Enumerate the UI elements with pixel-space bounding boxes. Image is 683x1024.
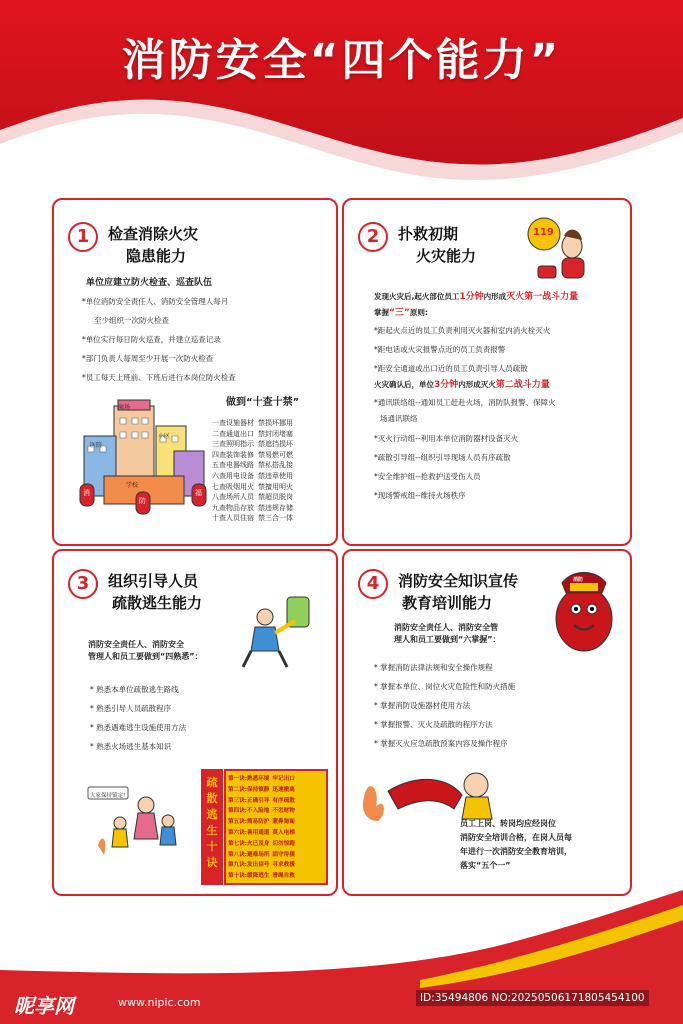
panel-number: 3 xyxy=(68,569,98,599)
training-note-line: 消防安全培训合格，在岗人员每 xyxy=(460,833,572,842)
list-item: *通讯联络组--通知员工赶赴火场，消防队报警、保障火 xyxy=(374,398,556,407)
panel-title-line2: 隐患能力 xyxy=(126,247,187,265)
image-id: ID:35494806 NO:20250506171805454100 xyxy=(416,990,649,1006)
page-title: 消防安全“四个能力” xyxy=(121,35,562,86)
rescuer-illustration xyxy=(239,591,319,671)
list-item: *疏散引导组--组织引导现场人员有序疏散 xyxy=(374,453,511,462)
list-item: *部门负责人每周至少开展一次防火检查 xyxy=(82,354,214,363)
four-familiar-red-1: 消防安全责任人、消防安全 xyxy=(88,640,184,649)
list-item: *现场警戒组--维持火场秩序 xyxy=(374,491,466,500)
panel-number: 2 xyxy=(358,222,388,252)
ten-tips-vertical-label: 疏散逃生十诀 xyxy=(206,776,218,869)
second-force-line: 火灾确认后，单位3分钟内形成灭火第二战斗力量 xyxy=(374,380,550,390)
list-item: *距电话或火灾报警点近的员工负责报警 xyxy=(374,345,506,354)
panel-number: 4 xyxy=(358,569,388,599)
ten-checks-row: 八查场所人员 禁超员脱岗 xyxy=(212,493,293,502)
panel-firefighting xyxy=(342,198,632,546)
ten-checks-row: 五查电器线路 禁私搭乱接 xyxy=(212,461,293,470)
sign-label: 商场 xyxy=(118,404,131,411)
panel-subtitle: 单位应建立防火检查、巡查队伍 xyxy=(86,278,213,288)
sign-label: 小区 xyxy=(158,433,171,440)
mascot-label: 消防 xyxy=(573,577,584,583)
training-illustration xyxy=(358,757,508,827)
list-item: *安全维护组--抢救护送受伤人员 xyxy=(374,472,481,481)
phone-number: 119 xyxy=(533,227,554,238)
panel-title-line1: 扑救初期 xyxy=(398,225,459,243)
ten-tips-row: 第十诀:缓降逃生 滑绳自救 xyxy=(228,873,295,880)
list-item: *单位消防安全责任人、消防安全管理人每月 xyxy=(82,297,229,306)
footer-logo: 昵享网 xyxy=(14,994,74,1018)
ten-checks-row: 四查装饰装修 禁易燃可燃 xyxy=(212,450,293,459)
panel-number: 1 xyxy=(68,222,98,252)
sign-label: 医院 xyxy=(90,442,103,449)
training-note-line: 年进行一次消防安全教育培训， xyxy=(460,847,572,856)
ten-checks-row: 六查用电设备 禁违章使用 xyxy=(212,472,293,480)
ten-tips-row: 第五诀:简易防护 蒙鼻匍匐 xyxy=(228,819,295,826)
four-familiar-red-2: 管理人和员工要做到“四熟悉”： xyxy=(88,652,203,661)
list-item: * 掌握消防法律法规和安全操作规程 xyxy=(374,663,493,672)
panel-title-line1: 检查消除火灾 xyxy=(108,225,199,243)
ten-checks-title: 做到“十查十禁” xyxy=(226,397,300,408)
phone-caller-illustration xyxy=(524,212,594,282)
three-principle-line: 掌握“三”原则: xyxy=(374,308,428,318)
panel-evacuation xyxy=(52,549,338,896)
ten-tips-row: 第八诀:避难场所 固守待援 xyxy=(228,851,295,858)
panel-title-line2: 火灾能力 xyxy=(416,247,477,265)
first-force-line: 发现火灾后,起火部位员工1分钟内形成灭火第一战斗力量 xyxy=(374,292,579,302)
list-item: 至少组织一次防火检查 xyxy=(94,316,169,325)
panel-title-line1: 消防安全知识宣传 xyxy=(398,572,519,590)
ten-checks-row: 一查设施器材 禁损坏挪用 xyxy=(212,419,293,427)
ten-checks-row: 十查人员住宿 禁三合一体 xyxy=(212,514,293,523)
panel-inspection xyxy=(52,198,338,546)
ten-tips-row: 第六诀:善用通道 莫入电梯 xyxy=(228,830,295,836)
list-item: * 掌握灭火应急疏散预案内容及操作程序 xyxy=(374,739,508,748)
list-item: *距起火点近的员工负责利用灭火器和室内消火栓灭火 xyxy=(374,326,551,335)
panel-title-line2: 疏散逃生能力 xyxy=(112,594,203,612)
ten-tips-row: 第九诀:发出信号 寻求救援 xyxy=(228,862,295,869)
list-item: * 熟悉遇难逃生设施使用方法 xyxy=(90,723,187,732)
ten-checks-row: 三查照明指示 禁遮挡损坏 xyxy=(212,440,293,449)
sign-label: 学校 xyxy=(126,482,139,489)
list-item: *员工每天上班前、下班后进行本岗位防火检查 xyxy=(82,373,236,382)
list-item: * 掌握消防设施器材使用方法 xyxy=(374,701,471,710)
list-item: *灭火行动组--利用本单位消防器材设备灭火 xyxy=(374,434,519,443)
ten-tips-row: 第三诀:正确引导 有序疏散 xyxy=(228,797,295,804)
sign-label: 防 xyxy=(139,497,146,505)
ten-tips-row: 第一诀:熟悉环境 牢记出口 xyxy=(228,776,295,782)
extinguisher-mascot-illustration xyxy=(544,563,624,653)
six-master-red-2: 理人和员工要做到“六掌握”： xyxy=(394,635,501,644)
list-item: 场通讯联络 xyxy=(380,414,418,423)
panel-title-line2: 教育培训能力 xyxy=(402,594,493,612)
ten-checks-row: 二查通道出口 禁封闭堵塞 xyxy=(212,429,293,438)
training-note-line: 员工上岗、转岗均应经岗位 xyxy=(460,819,556,828)
list-item: * 熟悉引导人员疏散程序 xyxy=(90,704,172,713)
sign-label: 福 xyxy=(195,489,202,497)
ten-tips-row: 第七诀:火已及身 切勿惊跑 xyxy=(228,840,295,847)
speech-bubble: 大家保持镇定! xyxy=(90,793,126,799)
panel-title-line1: 组织引导人员 xyxy=(108,572,199,590)
list-item: * 掌握本单位、岗位火灾危险性和防火措施 xyxy=(374,682,516,691)
list-item: *单位实行每日防火巡查，并建立巡查记录 xyxy=(82,335,221,344)
ten-tips-row: 第二诀:保持镇静 迅速撤离 xyxy=(228,786,295,793)
sign-label: 消 xyxy=(83,489,90,497)
ten-tips-row: 第四诀:不入险地 不恋财物 xyxy=(228,808,295,815)
list-item: * 熟悉本单位疏散逃生路线 xyxy=(90,685,179,694)
footer-url: www.nipic.com xyxy=(118,996,201,1009)
ten-checks-row: 七查吸烟用火 禁擅用明火 xyxy=(212,482,293,491)
training-note-line: 落实“五个一” xyxy=(460,861,511,870)
six-master-red-1: 消防安全责任人、消防安全管 xyxy=(394,623,498,632)
panel-training xyxy=(342,549,632,896)
list-item: * 掌握报警、灭火及疏散的程序方法 xyxy=(374,720,493,729)
list-item: *距安全通道或出口近的员工负责引导人员疏散 xyxy=(374,364,528,373)
list-item: * 熟悉火场逃生基本知识 xyxy=(90,742,172,751)
ten-checks-row: 九查物品存放 禁违规存储 xyxy=(212,503,293,512)
